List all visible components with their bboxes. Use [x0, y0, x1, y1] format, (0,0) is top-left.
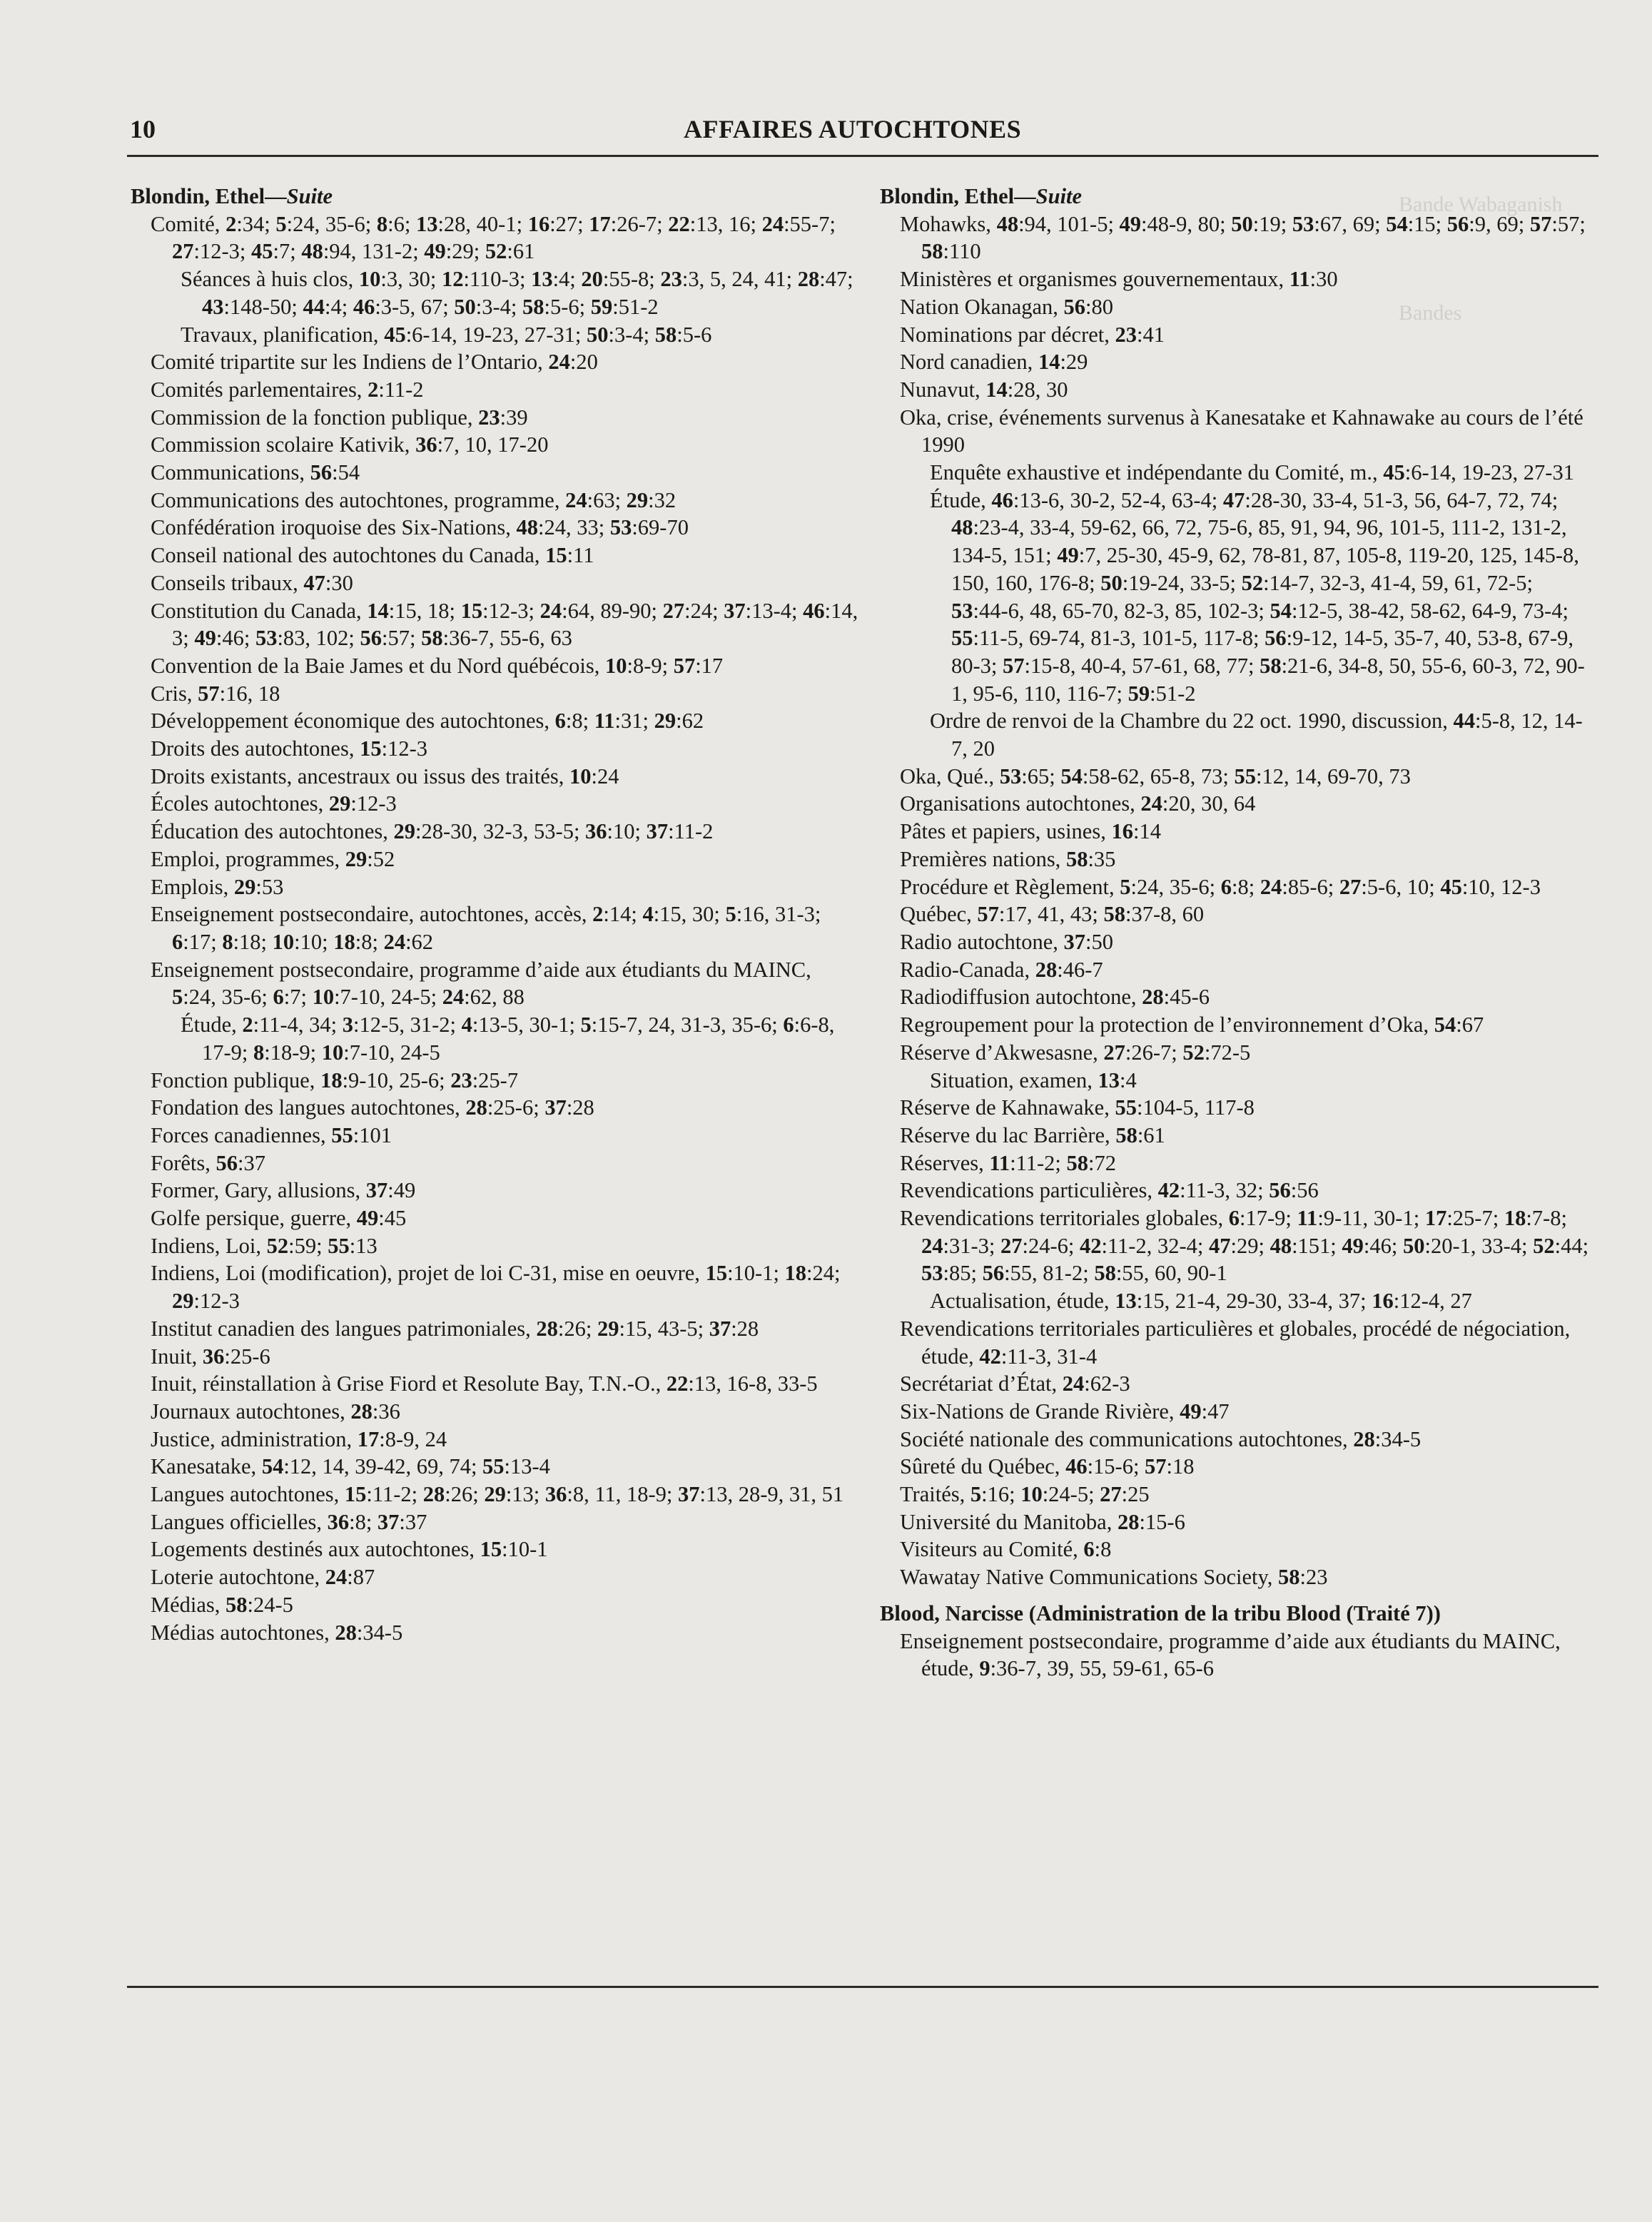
index-entry: Emploi, programmes, 29:52 — [151, 846, 395, 871]
index-entry: Communications, 56:54 — [151, 460, 360, 485]
section-title: AFFAIRES AUTOCHTONES — [684, 115, 1022, 143]
index-heading: Blood, Narcisse (Administration de la tribu Blood (Traité 7)) — [880, 1600, 1441, 1625]
index-entry: Radiodiffusion autochtone, 28:45-6 — [900, 985, 1210, 1010]
index-entry: Former, Gary, allusions, 37:49 — [151, 1178, 416, 1203]
index-entry: Six-Nations de Grande Rivière, 49:47 — [900, 1399, 1230, 1424]
index-entry: Enseignement postsecondaire, autochtones, accès, 2:14; 4:15, 30; 5:16, 31-3; 6:17; 8:18; 10:10; 18:8; 24:62 — [151, 902, 821, 954]
index-entry: Kanesatake, 54:12, 14, 39-42, 69, 74; 55:13-4 — [151, 1454, 550, 1479]
index-entry: Traités, 5:16; 10:24-5; 27:25 — [900, 1482, 1150, 1507]
index-entry: Confédération iroquoise des Six-Nations, 48:24, 33; 53:69-70 — [151, 515, 689, 540]
index-entry: Sûreté du Québec, 46:15-6; 57:18 — [900, 1454, 1195, 1479]
index-entry: Emplois, 29:53 — [151, 874, 284, 899]
index-entry: Regroupement pour la protection de l’environnement d’Oka, 54:67 — [900, 1013, 1484, 1038]
index-column-right — [880, 183, 1593, 1683]
index-subentry: Étude, 46:13-6, 30-2, 52-4, 63-4; 47:28-30, 33-4, 51-3, 56, 64-7, 72, 74; 48:23-4, 33-4, 59-62, 66, 72, 75-6, 85, 91, 94, 96, 101-5, 111-2, 131-2, 134-5, 151; 49:7, 25-30, 45-9, 62, 78-81, 87, 105-8, 119-20, 125, 145-8, 150, 160, 176-8; 50:19-24, 33-5; 52:14-7, 32-3, 41-4, 59, 61, 72-5; 53:44-6, 48, 65-70, 82-3, 85, 102-3; 54:12-5, 38-42, 58-62, 64-9, 73-4; 55:11-5, 69-74, 81-3, 101-5, 117-8; 56:9-12, 14-5, 35-7, 40, 53-8, 67-9, 80-3; 57:15-8, 40-4, 57-61, 68, 77; 58:21-6, 34-8, 50, 55-6, 60-3, 72, 90-1, 95-6, 110, 116-7; 59:51-2 — [930, 487, 1585, 706]
index-entry: Revendications territoriales particulières et globales, procédé de négociation, étude, 42:11-3, 31-4 — [900, 1316, 1571, 1369]
index-entry: Pâtes et papiers, usines, 16:14 — [900, 819, 1161, 844]
index-entry: Logements destinés aux autochtones, 15:10-1 — [151, 1537, 548, 1562]
index-entry: Procédure et Règlement, 5:24, 35-6; 6:8; 24:85-6; 27:5-6, 10; 45:10, 12-3 — [900, 874, 1541, 899]
index-entry: Réserve d’Akwesasne, 27:26-7; 52:72-5 — [900, 1040, 1251, 1065]
index-entry: Radio autochtone, 37:50 — [900, 929, 1114, 954]
index-subentry: Séances à huis clos, 10:3, 30; 12:110-3; 13:4; 20:55-8; 23:3, 5, 24, 41; 28:47; 43:148-50; 44:4; 46:3-5, 67; 50:3-4; 58:5-6; 59:51-2 — [181, 267, 853, 319]
index-entry: Loterie autochtone, 24:87 — [151, 1565, 375, 1590]
index-entry: Oka, crise, événements survenus à Kanesatake et Kahnawake au cours de l’été 1990 — [900, 405, 1583, 457]
index-entry: Justice, administration, 17:8-9, 24 — [151, 1426, 447, 1451]
index-entry: Radio-Canada, 28:46-7 — [900, 957, 1103, 982]
index-subentry: Étude, 2:11-4, 34; 3:12-5, 31-2; 4:13-5, 30-1; 5:15-7, 24, 31-3, 35-6; 6:6-8, 17-9; 8:18-9; 10:7-10, 24-5 — [181, 1013, 835, 1065]
index-entry: Journaux autochtones, 28:36 — [151, 1399, 400, 1424]
index-entry: Conseils tribaux, 47:30 — [151, 570, 353, 595]
index-entry: Commission de la fonction publique, 23:39 — [151, 405, 528, 430]
index-subentry: Enquête exhaustive et indépendante du Comité, m., 45:6-14, 19-23, 27-31 — [930, 460, 1574, 485]
index-entry: Organisations autochtones, 24:20, 30, 64 — [900, 791, 1256, 816]
index-entry: Visiteurs au Comité, 6:8 — [900, 1537, 1112, 1562]
index-subentry: Travaux, planification, 45:6-14, 19-23, 27-31; 50:3-4; 58:5-6 — [181, 322, 712, 347]
index-entry: Droits existants, ancestraux ou issus des traités, 10:24 — [151, 764, 619, 788]
bleed-through-text: Bande Wabaganish — [1399, 193, 1563, 216]
index-entry: Cris, 57:16, 18 — [151, 681, 280, 706]
index-entry: Nation Okanagan, 56:80 — [900, 294, 1114, 319]
index-subentry: Situation, examen, 13:4 — [930, 1067, 1137, 1092]
index-heading: Blondin, Ethel—Suite — [880, 184, 1083, 208]
index-entry: Réserve de Kahnawake, 55:104-5, 117-8 — [900, 1095, 1255, 1120]
index-entry: Communications des autochtones, programme, 24:63; 29:32 — [151, 487, 676, 512]
index-entry: Fonction publique, 18:9-10, 25-6; 23:25-7 — [151, 1067, 519, 1092]
index-entry: Médias autochtones, 28:34-5 — [151, 1620, 403, 1645]
index-entry: Langues autochtones, 15:11-2; 28:26; 29:13; 36:8, 11, 18-9; 37:13, 28-9, 31, 51 — [151, 1482, 844, 1507]
index-entry: Secrétariat d’État, 24:62-3 — [900, 1371, 1130, 1396]
header-rule — [127, 155, 1598, 157]
index-entry: Nord canadien, 14:29 — [900, 350, 1088, 375]
index-entry: Inuit, réinstallation à Grise Fiord et Resolute Bay, T.N.-O., 22:13, 16-8, 33-5 — [151, 1371, 818, 1396]
index-entry: Premières nations, 58:35 — [900, 846, 1116, 871]
footer-rule — [127, 1986, 1598, 1988]
index-entry: Comités parlementaires, 2:11-2 — [151, 377, 424, 402]
running-head — [127, 113, 1597, 156]
index-entry: Université du Manitoba, 28:15-6 — [900, 1509, 1185, 1534]
index-entry: Réserve du lac Barrière, 58:61 — [900, 1122, 1165, 1147]
index-entry: Indiens, Loi (modification), projet de loi C-31, mise en oeuvre, 15:10-1; 18:24; 29:12-3 — [151, 1261, 841, 1314]
index-entry: Wawatay Native Communications Society, 58:23 — [900, 1565, 1328, 1590]
index-subentry: Actualisation, étude, 13:15, 21-4, 29-30, 33-4, 37; 16:12-4, 27 — [930, 1289, 1472, 1314]
index-entry: Société nationale des communications autochtones, 28:34-5 — [900, 1426, 1422, 1451]
index-entry: Institut canadien des langues patrimoniales, 28:26; 29:15, 43-5; 37:28 — [151, 1316, 759, 1341]
bleed-through-text: Bandes — [1399, 301, 1462, 325]
index-heading: Blondin, Ethel—Suite — [131, 184, 333, 208]
index-entry: Indiens, Loi, 52:59; 55:13 — [151, 1233, 377, 1258]
index-entry: Revendications territoriales globales, 6:17-9; 11:9-11, 30-1; 17:25-7; 18:7-8; 24:31-3; 27:24-6; 42:11-2, 32-4; 47:29; 48:151; 49:46; 50:20-1, 33-4; 52:44; 53:85; 56:55, 81-2; 58:55, 60, 90-1 — [900, 1206, 1589, 1286]
index-entry: Comité tripartite sur les Indiens de l’Ontario, 24:20 — [151, 350, 598, 375]
index-entry: Forces canadiennes, 55:101 — [151, 1122, 392, 1147]
index-entry: Revendications particulières, 42:11-3, 32; 56:56 — [900, 1178, 1319, 1203]
index-subentry: Ordre de renvoi de la Chambre du 22 oct. 1990, discussion, 44:5-8, 12, 14-7, 20 — [930, 709, 1583, 761]
index-entry: Mohawks, 48:94, 101-5; 49:48-9, 80; 50:19; 53:67, 69; 54:15; 56:9, 69; 57:57; 58:110 — [900, 211, 1586, 264]
index-entry: Forêts, 56:37 — [151, 1150, 265, 1175]
index-entry: Fondation des langues autochtones, 28:25-6; 37:28 — [151, 1095, 594, 1120]
index-entry: Golfe persique, guerre, 49:45 — [151, 1206, 407, 1231]
page-number: 10 — [130, 115, 156, 143]
index-entry: Médias, 58:24-5 — [151, 1592, 293, 1617]
index-entry: Éducation des autochtones, 29:28-30, 32-3, 53-5; 36:10; 37:11-2 — [151, 819, 714, 844]
index-entry: Ministères et organismes gouvernementaux, 11:30 — [900, 267, 1338, 292]
index-entry: Oka, Qué., 53:65; 54:58-62, 65-8, 73; 55:12, 14, 69-70, 73 — [900, 764, 1411, 788]
index-entry: Droits des autochtones, 15:12-3 — [151, 736, 427, 761]
index-entry: Comité, 2:34; 5:24, 35-6; 8:6; 13:28, 40-1; 16:27; 17:26-7; 22:13, 16; 24:55-7; 27:12-3; 45:7; 48:94, 131-2; 49:29; 52:61 — [151, 211, 836, 264]
index-entry: Convention de la Baie James et du Nord québécois, 10:8-9; 57:17 — [151, 653, 724, 678]
index-entry: Enseignement postsecondaire, programme d’aide aux étudiants du MAINC, 5:24, 35-6; 6:7; 10:7-10, 24-5; 24:62, 88 — [151, 957, 811, 1010]
index-entry: Québec, 57:17, 41, 43; 58:37-8, 60 — [900, 902, 1205, 927]
index-entry: Enseignement postsecondaire, programme d’aide aux étudiants du MAINC, étude, 9:36-7, 39, 55, 59-61, 65-6 — [900, 1628, 1561, 1681]
index-entry: Inuit, 36:25-6 — [151, 1344, 270, 1369]
index-column-left — [131, 183, 858, 1646]
index-entry: Langues officielles, 36:8; 37:37 — [151, 1509, 427, 1534]
index-entry: Développement économique des autochtones, 6:8; 11:31; 29:62 — [151, 709, 704, 734]
index-entry: Nominations par décret, 23:41 — [900, 322, 1165, 347]
index-entry: Constitution du Canada, 14:15, 18; 15:12-3; 24:64, 89-90; 27:24; 37:13-4; 46:14, 3; 49:46; 53:83, 102; 56:57; 58:36-7, 55-6, 63 — [151, 598, 858, 651]
index-entry: Écoles autochtones, 29:12-3 — [151, 791, 397, 816]
index-entry: Commission scolaire Kativik, 36:7, 10, 17-20 — [151, 432, 549, 457]
index-entry: Conseil national des autochtones du Canada, 15:11 — [151, 543, 594, 568]
index-entry: Nunavut, 14:28, 30 — [900, 377, 1068, 402]
index-entry: Réserves, 11:11-2; 58:72 — [900, 1150, 1117, 1175]
